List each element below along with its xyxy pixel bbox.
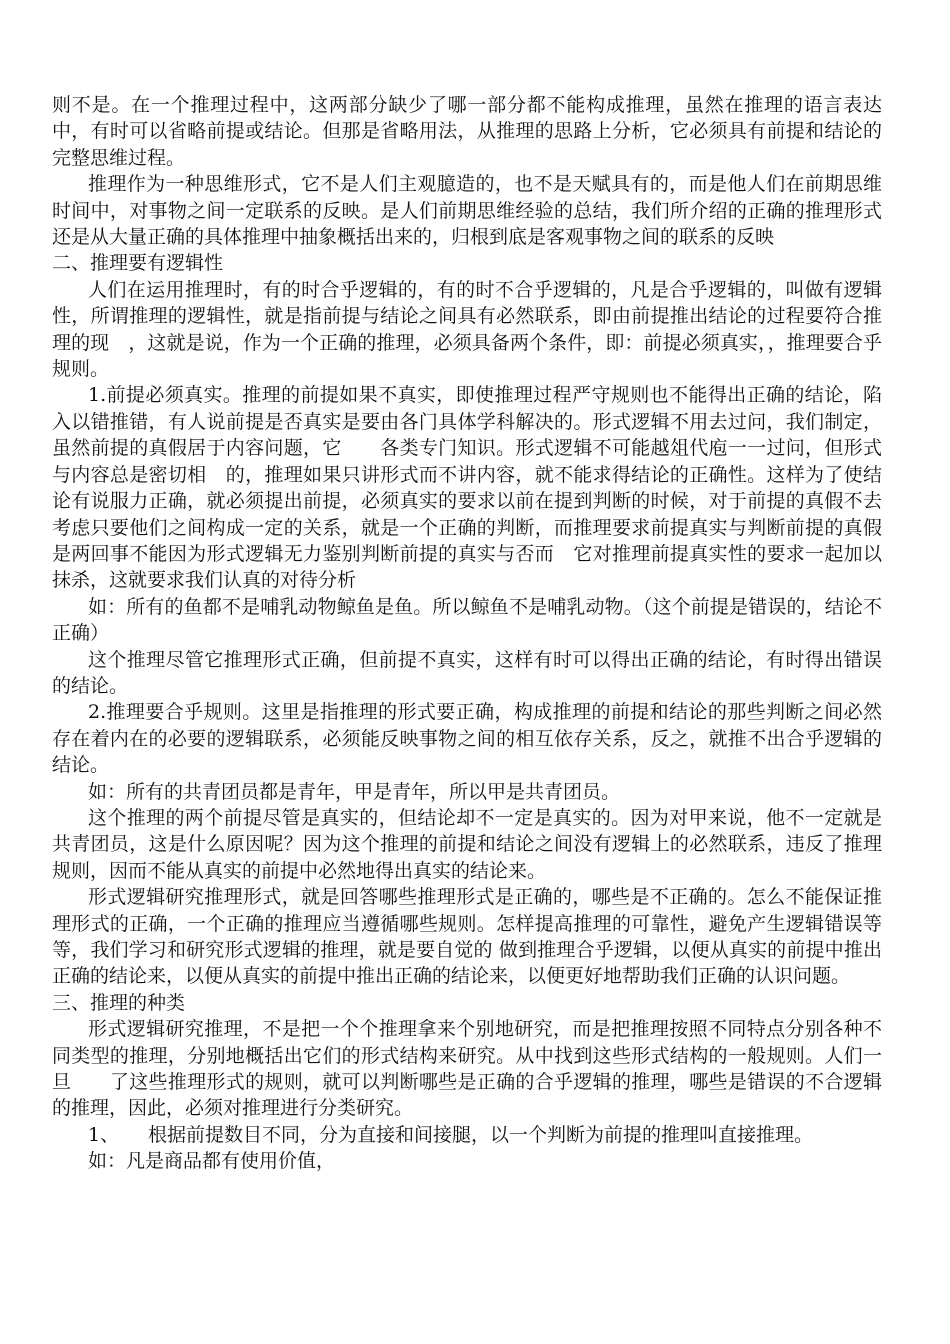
section-heading-types: 三、推理的种类 bbox=[52, 991, 186, 1014]
list-item-number: 1、 bbox=[88, 1123, 120, 1146]
paragraph-formal-logic: 形式逻辑研究推理形式，就是回答哪些推理形式是正确的，哪些是不正确的。怎么不能保证推理形式的正确，一个正确的推理应当遵循哪些规则。怎样提高推理的可靠性，避免产生逻辑错误等等，我们学习和研究形式逻辑的推理，就是要自觉的 做到推理合乎逻辑，以便从真实的前提中推出正确的结论来，以便从真实的前提中推出正确的结论来，以便更好地帮助我们正确的认识问题。 bbox=[52, 886, 882, 988]
list-item bbox=[52, 1122, 882, 1148]
paragraph-rules: 2.推理要合乎规则。这里是指推理的形式要正确，构成推理的前提和结论的那些判断之间必然存在着内在的必要的逻辑联系，必须能反映事物之间的相互依存关系，反之，就推不出合乎逻辑的结论。 bbox=[52, 701, 882, 777]
paragraph-example-comment: 这个推理尽管它推理形式正确，但前提不真实，这样有时可以得出正确的结论，有时得出错误的结论。 bbox=[52, 648, 882, 697]
paragraph-continuation: 则不是。在一个推理过程中，这两部分缺少了哪一部分都不能构成推理，虽然在推理的语言表达中，有时可以省略前提或结论。但那是省略用法，从推理的思路上分析，它必须具有前提和结论的完整思维过程。 bbox=[52, 94, 882, 169]
paragraph-premise-true: 1.前提必须真实。推理的前提如果不真实，即使推理过程严守规则也不能得出正确的结论，陷入以错推错，有人说前提是否真实是要由各门具体学科解决的。形式逻辑不用去过问，我们制定，虽然前提的真假居于内容问题，它 各类专门知识。形式逻辑不可能越俎代庖一一过问，但形式与内容总是密切相 的，推理如果只讲形式而不讲内容，就不能求得结论的正确性。这样为了使结论有说服力正确，就必须提出前提，必须真实的要求以前在提到判断的时候，对于前提的真假不去考虑只要他们之间构成一定的关系，就是一个正确的判断，而推理要求前提真实与判断前提的真假是两回事不能因为形式逻辑无力鉴别判断前提的真实与否而 它对推理前提真实性的要求一起加以抹杀，这就要求我们认真的对待分析 bbox=[52, 384, 882, 592]
paragraph-commodity-example: 如：凡是商品都有使用价值， bbox=[88, 1150, 336, 1173]
paragraph-logic-definition: 人们在运用推理时，有的时合乎逻辑的，有的时不合乎逻辑的，凡是合乎逻辑的，叫做有逻辑性，所谓推理的逻辑性，就是指前提与结论之间具有必然联系，即由前提推出结论的过程要符合推理的现 ，这就是说，作为一个正确的推理，必须具备两个条件，即：前提必须真实，，推理要合乎规则。 bbox=[52, 278, 882, 381]
document-page bbox=[52, 92, 882, 1175]
paragraph-reasoning-form: 推理作为一种思维形式，它不是人们主观臆造的，也不是天赋具有的，而是他人们在前期思维时间中，对事物之间一定联系的反映。是人们前期思维经验的总结，我们所介绍的正确的推理形式还是从大量正确的具体推理中抽象概括出来的，归根到底是客观事物之间的联系的反映 bbox=[52, 173, 882, 249]
paragraph-example-whale: 如：所有的鱼都不是哺乳动物鲸鱼是鱼。所以鲸鱼不是哺乳动物。（这个前提是错误的，结论不正确） bbox=[52, 595, 882, 645]
list-item-text: 根据前提数目不同，分为直接和间接腿，以一个判断为前提的推理叫直接推理。 bbox=[148, 1123, 814, 1146]
section-heading-logic: 二、推理要有逻辑性 bbox=[52, 252, 224, 275]
paragraph-league-comment: 这个推理的两个前提尽管是真实的，但结论却不一定是真实的。因为对甲来说，他不一定就是共青团员，这是什么原因呢？因为这个推理的前提和结论之间没有逻辑上的必然联系，违反了推理规则，因而不能从真实的前提中必然地得出真实的结论来。 bbox=[52, 806, 882, 882]
paragraph-classification: 形式逻辑研究推理，不是把一个个推理拿来个别地研究，而是把推理按照不同特点分别各种不同类型的推理，分别地概括出它们的形式结构来研究。从中找到这些形式结构的一般规则。人们一旦 了这些推理形式的规则，就可以判断哪些是正确的合乎逻辑的推理，哪些是错误的不合逻辑的推理，因此，必须对推理进行分类研究。 bbox=[52, 1018, 882, 1120]
paragraph-example-league: 如：所有的共青团员都是青年，甲是青年，所以甲是共青团员。 bbox=[88, 780, 621, 803]
